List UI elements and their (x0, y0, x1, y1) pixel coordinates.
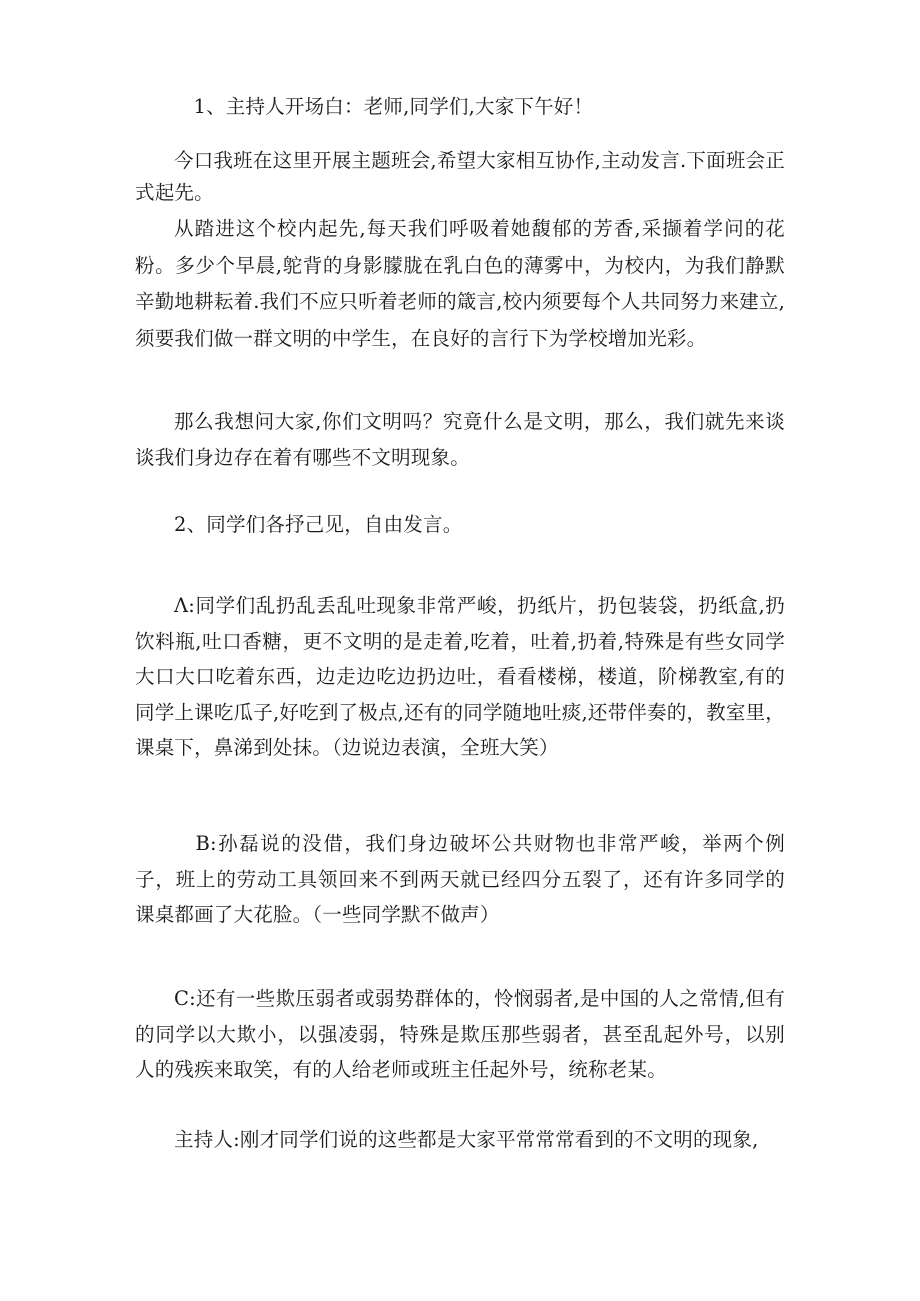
paragraph-campus: 从踏进这个校内起先,每天我们呼吸着她馥郁的芳香,采撷着学问的花粉。多少个早晨,鸵背的身影朦胧在乳白色的薄雾中，为校内，为我们静默辛勤地耕耘着.我们不应只听着老师的箴言,校内须要每个人共同努力来建立,须要我们做一群文明的中学生，在良好的言行下为学校增加光彩。 (135, 217, 785, 350)
paragraph-speaker-b: B:孙磊说的没借，我们身边破坏公共财物也非常严峻，举两个例子，班上的劳动工具领回来不到两天就已经四分五裂了，还有许多同学的课桌都画了大花脸。（一些同学默不做声） (135, 832, 785, 926)
paragraph-speaker-c: C:还有一些欺压弱者或弱势群体的，怜悯弱者,是中国的人之常情,但有的同学以大欺小，以强凌弱，特殊是欺压那些弱者，甚至乱起外号，以别人的残疾来取笑，有的人给老师或班主任起外号，统称老某。 (135, 987, 785, 1081)
paragraph-question: 那么我想问大家,你们文明吗？究竟什么是文明，那么，我们就先来谈谈我们身边存在着有哪些不文明现象。 (135, 410, 785, 469)
paragraph-speaker-a: Λ:同学们乱扔乱丢乱吐现象非常严峻，扔纸片，扔包装袋，扔纸盒,扔饮料瓶,吐口香糖，更不文明的是走着,吃着，吐着,扔着,特殊是有些女同学大口大口吃着东西，边走边吃边扔边吐，看看楼梯，楼道，阶梯教室,有的同学上课吃瓜子,好吃到了极点,还有的同学随地吐痰,还带伴奏的，教室里，课桌下，鼻涕到处抹。（边说边表演，全班大笑） (135, 594, 785, 759)
paragraph-opening-remarks: 1、主持人开场白：老师,同学们,大家下午好！ (193, 95, 594, 118)
paragraph-host-summary: 主持人:刚才同学们说的这些都是大家平常常常看到的不文明的现象, (174, 1128, 759, 1151)
paragraph-meeting-start: 今口我班在这里开展主题班会,希望大家相互协作,主动发言.下面班会正式起先。 (135, 149, 785, 204)
paragraph-free-speech: 2、同学们各抒己见，自由发言。 (174, 513, 463, 536)
